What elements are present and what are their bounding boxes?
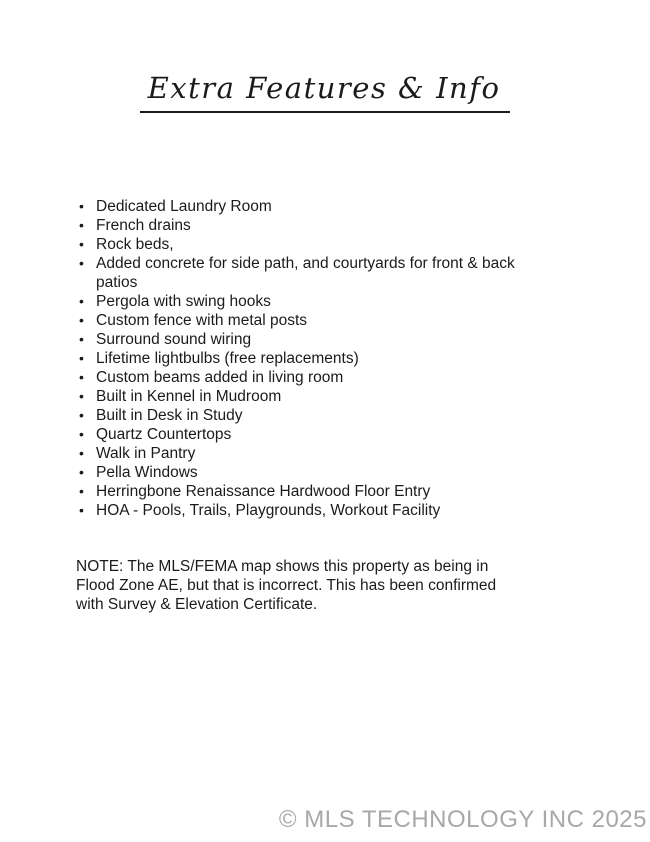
list-item: • Built in Kennel in Mudroom: [78, 387, 560, 406]
features-list: [78, 197, 560, 520]
list-item: • Herringbone Renaissance Hardwood Floor Entry: [78, 482, 560, 501]
note-line: NOTE: The MLS/FEMA map shows this property as being in: [76, 558, 489, 575]
note-line: Flood Zone AE, but that is incorrect. This has been confirmed: [76, 577, 497, 594]
list-item: • French drains: [78, 216, 560, 235]
list-item: • Added concrete for side path, and courtyards for front & back patios: [78, 254, 560, 292]
list-item: • Custom beams added in living room: [78, 368, 560, 387]
list-item: • Dedicated Laundry Room: [78, 197, 560, 216]
copyright-footer: © MLS TECHNOLOGY INC 2025: [278, 806, 647, 833]
list-item: • Lifetime lightbulbs (free replacements): [78, 349, 560, 368]
list-item: • Quartz Countertops: [78, 425, 560, 444]
list-item: • Built in Desk in Study: [78, 406, 560, 425]
title-section: [0, 70, 650, 113]
list-item: • HOA - Pools, Trails, Playgrounds, Workout Facility: [78, 501, 560, 520]
list-item: • Surround sound wiring: [78, 330, 560, 349]
list-item: • Pergola with swing hooks: [78, 292, 560, 311]
note-paragraph: [76, 557, 496, 614]
list-item: • Custom fence with metal posts: [78, 311, 560, 330]
list-item: • Rock beds,: [78, 235, 560, 254]
list-item: • Pella Windows: [78, 463, 560, 482]
note-line: with Survey & Elevation Certificate.: [76, 596, 318, 613]
list-item: • Walk in Pantry: [78, 444, 560, 463]
page-title: Extra Features & Info: [140, 70, 511, 113]
